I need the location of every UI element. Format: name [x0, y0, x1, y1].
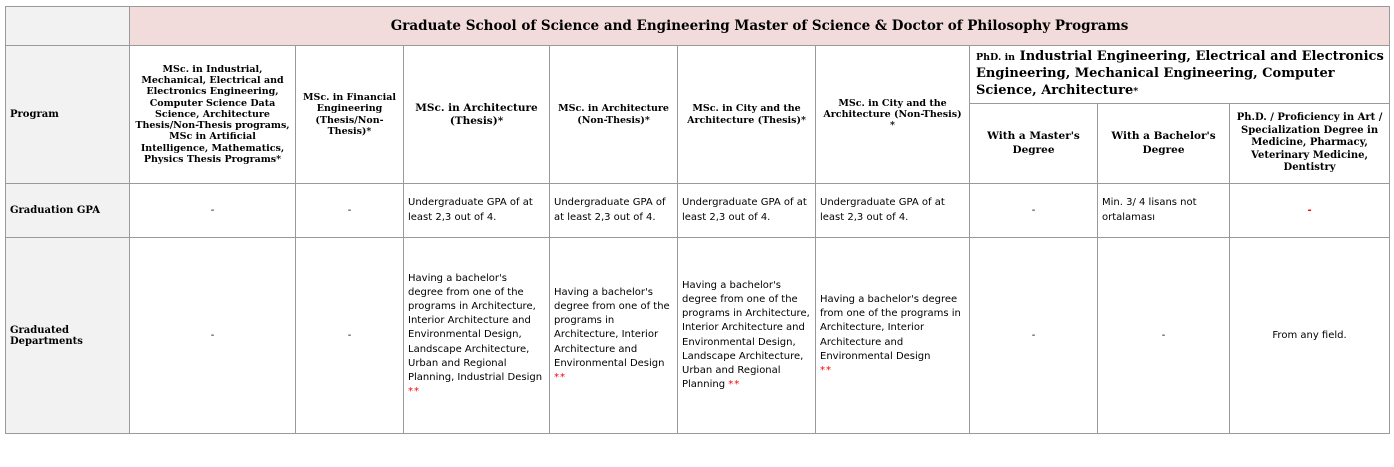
footnote-mark: **	[820, 364, 832, 376]
department-cell: -	[970, 238, 1098, 434]
footnote-mark: **	[408, 386, 420, 398]
phd-prefix: PhD. in	[976, 52, 1016, 64]
department-text: Having a bachelor's degree from one of the programs in Architecture, Interior Architecture and Environmental Design, Landscape Architecture, Urban and Regional Planning	[682, 279, 810, 391]
department-cell	[404, 238, 550, 434]
gpa-cell: Undergraduate GPA of at least 2,3 out of 4.	[816, 184, 970, 238]
program-header-architecture-nonthesis: MSc. in Architecture (Non-Thesis)*	[550, 46, 678, 184]
department-text: Having a bachelor's degree from one of the programs in Architecture, Interior Architecture and Environmental Design, Landscape Architecture, Urban and Regional Planning, Industrial Design	[408, 272, 543, 383]
program-header-city-nonthesis: MSc. in City and the Architecture (Non-Thesis) *	[816, 46, 970, 184]
table-title: Graduate School of Science and Engineering Master of Science & Doctor of Philosophy Programs	[130, 7, 1390, 46]
gpa-cell: Undergraduate GPA of at least 2,3 out of 4.	[678, 184, 816, 238]
phd-program-header	[970, 46, 1390, 104]
phd-sub-bachelors: With a Bachelor's Degree	[1098, 104, 1230, 184]
phd-sub-proficiency: Ph.D. / Proficiency in Art / Specialization Degree in Medicine, Pharmacy, Veterinary Medicine, Dentistry	[1230, 104, 1390, 184]
department-text: Having a bachelor's degree from one of the programs in Architecture, Interior Architecture and Environmental Design	[554, 286, 670, 369]
department-cell	[678, 238, 816, 434]
row-label-program: Program	[6, 46, 130, 184]
department-text: Having a bachelor's degree from one of the programs in Architecture, Interior Architecture and Environmental Design	[820, 293, 961, 362]
phd-suffix: *	[1133, 85, 1139, 97]
gpa-cell: -	[130, 184, 296, 238]
gpa-cell: Undergraduate GPA of at least 2,3 out of 4.	[550, 184, 678, 238]
gpa-cell: Min. 3/ 4 lisans not ortalaması	[1098, 184, 1230, 238]
program-header-architecture-thesis: MSc. in Architecture (Thesis)*	[404, 46, 550, 184]
phd-title: Industrial Engineering, Electrical and Electronics Engineering, Mechanical Engineering, Computer Science, Architecture	[976, 49, 1384, 98]
phd-sub-masters: With a Master's Degree	[970, 104, 1098, 184]
department-cell	[816, 238, 970, 434]
program-requirements-table	[5, 6, 1390, 434]
row-label-gpa: Graduation GPA	[6, 184, 130, 238]
gpa-cell: -	[1230, 184, 1390, 238]
footnote-mark: **	[728, 379, 741, 391]
department-cell: From any field.	[1230, 238, 1390, 434]
program-header-engineering: MSc. in Industrial, Mechanical, Electrical and Electronics Engineering, Computer Science Data Science, Architecture Thesis/Non-Thesis programs, MSc in Artificial Intelligence, Mathematics, Physics Thesis Programs*	[130, 46, 296, 184]
row-label-departments: Graduated Departments	[6, 238, 130, 434]
program-table-wrapper	[5, 6, 1390, 434]
gpa-cell: -	[970, 184, 1098, 238]
program-header-financial: MSc. in Financial Engineering (Thesis/Non-Thesis)*	[296, 46, 404, 184]
program-header-city-thesis: MSc. in City and the Architecture (Thesis)*	[678, 46, 816, 184]
gpa-cell: Undergraduate GPA of at least 2,3 out of 4.	[404, 184, 550, 238]
footnote-mark: **	[554, 371, 566, 383]
corner-cell	[6, 7, 130, 46]
department-cell: -	[1098, 238, 1230, 434]
department-cell: -	[296, 238, 404, 434]
department-cell: -	[130, 238, 296, 434]
department-cell	[550, 238, 678, 434]
gpa-cell: -	[296, 184, 404, 238]
